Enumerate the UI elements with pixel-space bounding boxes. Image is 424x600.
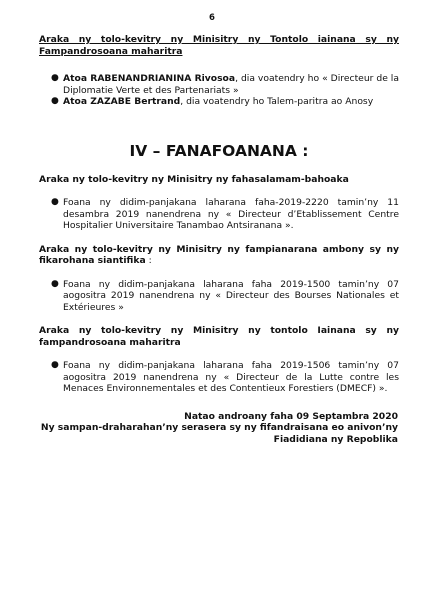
section-a-heading: Araka ny tolo-kevitry ny Minisitry ny Tontolo iainana sy ny Fampandrosoana maharitra bbox=[39, 34, 399, 57]
section-b-heading: Araka ny tolo-kevitry ny Minisitry ny fahasalamam-bahoaka bbox=[39, 173, 349, 185]
section-b-list bbox=[39, 197, 399, 232]
section-c-heading-suffix: : bbox=[145, 255, 152, 266]
appointee-name: Atoa RABENANDRIANINA Rivosoa bbox=[63, 73, 236, 84]
list-item bbox=[39, 360, 399, 395]
section-d-heading: Araka ny tolo-kevitry ny Minisitry ny tontolo Iainana sy ny fampandrosoana maharitra bbox=[39, 325, 399, 348]
bullet-icon: ● bbox=[51, 278, 59, 289]
closing-date: Natao androany faha 09 Septambra 2020 bbox=[184, 410, 398, 422]
document-body bbox=[39, 34, 399, 445]
list-item bbox=[39, 73, 399, 96]
list-item-text: Foana ny didim-panjakana laharana faha 2019-1506 tamin’ny 07 aogositra 2019 nanendrena ny « Directeur de la Lutte contre les Menaces Environnementales et des Contentieux Forestiers (DMECF) ». bbox=[63, 360, 399, 394]
closing-office: Ny sampan-draharahan’ny serasera sy ny fifandraisana eo anivon’ny bbox=[40, 422, 398, 433]
bullet-icon: ● bbox=[51, 197, 59, 207]
list-item bbox=[39, 197, 399, 232]
section-c-heading-text: Araka ny tolo-kevitry ny Minisitry ny fampianarana ambony sy ny fikarohana siantifika bbox=[39, 243, 399, 266]
page-number: 6 bbox=[209, 13, 215, 23]
bullet-icon: ● bbox=[51, 73, 59, 83]
section-c-heading bbox=[39, 244, 399, 267]
list-item-text: Foana ny didim-panjakana laharana faha-2019-2220 tamin’ny 11 desambra 2019 nanendrena ny « Directeur d’Etablissement Centre Hospitalier Universitaire Tanambao Antsiranana ». bbox=[63, 197, 399, 231]
section-c-list bbox=[39, 279, 399, 314]
appointee-text: , dia voatendry ho Talem-paritra ao Anosy bbox=[180, 96, 374, 107]
list-item bbox=[39, 96, 399, 108]
bullet-icon: ● bbox=[51, 360, 59, 370]
list-item bbox=[39, 279, 399, 314]
closing-presidency: Fiadidiana ny Repoblika bbox=[273, 433, 398, 445]
section-title: IV – FANAFOANANA : bbox=[129, 141, 309, 160]
appointee-text: , dia voatendry ho « Directeur de la Diplomatie Verte et des Partenariats » bbox=[63, 73, 399, 96]
closing-block bbox=[39, 411, 399, 446]
appointee-name: Atoa ZAZABE Bertrand bbox=[63, 96, 181, 107]
bullet-icon: ● bbox=[51, 96, 59, 106]
section-a-list bbox=[39, 73, 399, 108]
list-item-text: Foana ny didim-panjakana laharana faha 2019-1500 tamin’ny 07 aogositra 2019 nanendrena ny « Directeur des Bourses Nationales et Extérieures » bbox=[63, 278, 399, 313]
section-d-list bbox=[39, 360, 399, 395]
